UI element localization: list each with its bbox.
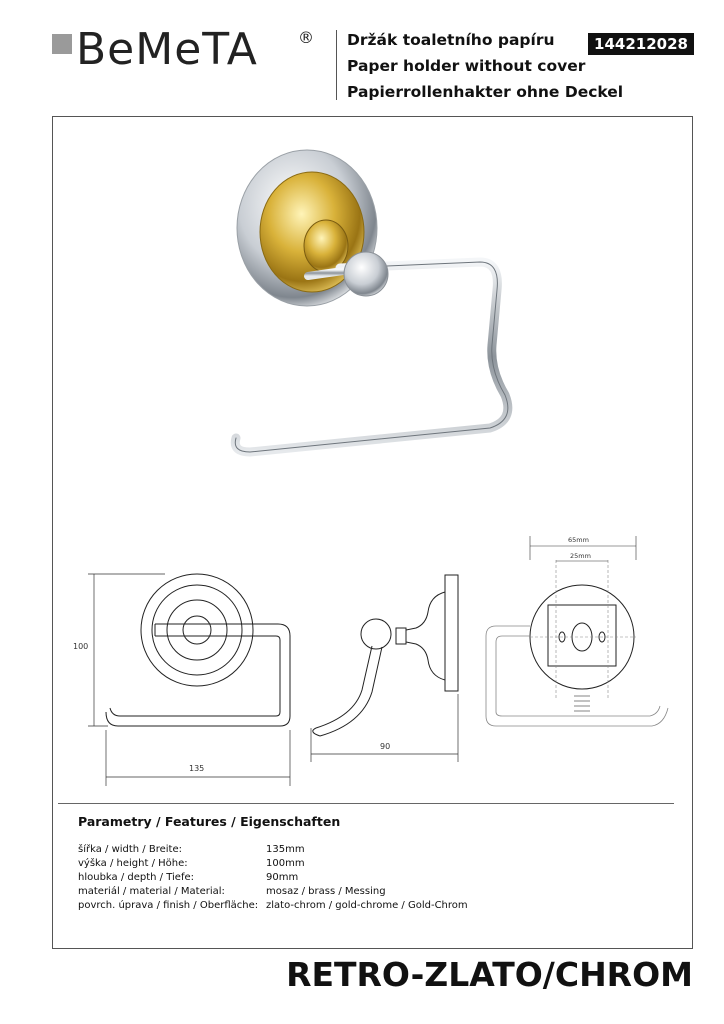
spec-label: šířka / width / Breite: (78, 844, 182, 855)
dim-holes-label: 25mm (570, 552, 591, 560)
spec-value: 100mm (266, 858, 305, 869)
product-code: 144212028 (588, 33, 694, 55)
spec-label: materiál / material / Material: (78, 886, 225, 897)
dim-height-label: 100 (73, 642, 89, 651)
dim-depth-label: 90 (380, 742, 391, 751)
spec-label: povrch. úprava / finish / Oberfläche: (78, 900, 259, 911)
spec-value: 135mm (266, 844, 305, 855)
dim-width-label: 135 (189, 764, 205, 773)
registered-mark: ® (298, 28, 314, 47)
spec-row (78, 843, 468, 857)
spec-value: mosaz / brass / Messing (266, 886, 386, 897)
features-table (78, 843, 468, 913)
title-cz: Držák toaletního papíru (347, 31, 555, 49)
spec-value: zlato-chrom / gold-chrome / Gold-Chrom (266, 900, 468, 911)
features-title: Parametry / Features / Eigenschaften (78, 814, 341, 829)
spec-value: 90mm (266, 872, 299, 883)
spec-row (78, 885, 468, 899)
dim-plate-label: 65mm (568, 536, 589, 544)
title-de: Papierrollenhakter ohne Deckel (347, 83, 624, 101)
series-name: RETRO-ZLATO/CHROM (286, 955, 693, 994)
spec-row (78, 871, 468, 885)
spec-row (78, 899, 468, 913)
spec-label: výška / height / Höhe: (78, 858, 188, 869)
spec-row (78, 857, 468, 871)
brand-name: BeMeTA (76, 24, 258, 75)
title-en: Paper holder without cover (347, 57, 586, 75)
spec-label: hloubka / depth / Tiefe: (78, 872, 194, 883)
features-divider (58, 803, 674, 804)
